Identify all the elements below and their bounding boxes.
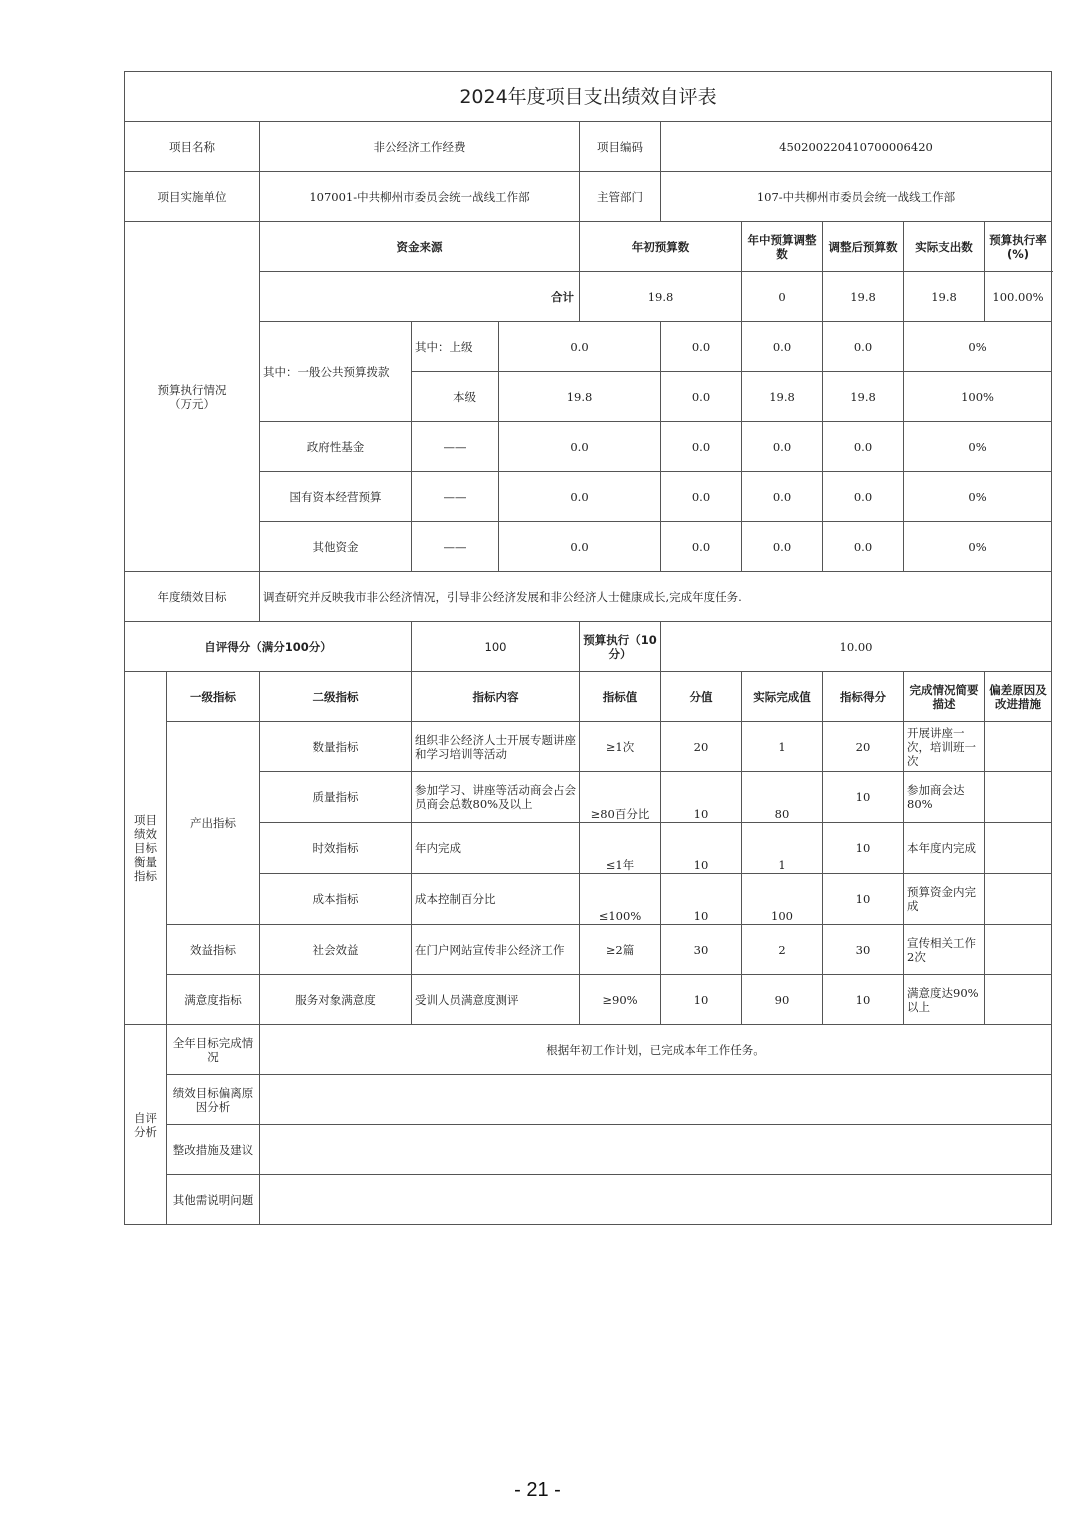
ind-row-content: 组织非公经济人士开展专题讲座和学习培训等活动 (412, 722, 580, 772)
budget-upper-rate: 0% (904, 322, 1052, 372)
budget-total-rate: 100.00% (985, 272, 1052, 322)
project-code-label: 项目编码 (580, 122, 661, 172)
project-name: 非公经济工作经费 (260, 122, 580, 172)
ind-row-target: ≥1次 (580, 722, 661, 772)
score-label: 自评得分（满分100分） (125, 622, 412, 672)
ind-row-score: 30 (823, 925, 904, 975)
ind-row-desc: 开展讲座一次，培训班一次 (904, 722, 985, 772)
budget-statecap-dash: —— (412, 472, 499, 522)
ind-row-actual: 1 (742, 823, 823, 874)
ind-row-desc: 宣传相关工作2次 (904, 925, 985, 975)
ind-row-weight: 20 (661, 722, 742, 772)
ind-row-level2: 时效指标 (260, 823, 412, 874)
goal-text: 调查研究并反映我市非公经济情况，引导非公经济发展和非公经济人士健康成长,完成年度任务. (260, 572, 1052, 622)
ind-row-target: ≥90% (580, 975, 661, 1025)
ind-row-deviation (985, 823, 1052, 874)
analysis-item-text (260, 1175, 1052, 1225)
ind-row-level2: 质量指标 (260, 772, 412, 823)
ind-row-desc: 参加商会达80% (904, 772, 985, 823)
budget-other-dash: —— (412, 522, 499, 572)
budget-header-adjust: 年中预算调整数 (742, 222, 823, 272)
ind-row-target: ≥80百分比 (580, 772, 661, 823)
budget-header-rate: 预算执行率(%) (985, 222, 1052, 272)
goal-label: 年度绩效目标 (125, 572, 260, 622)
ind-row-desc: 满意度达90%以上 (904, 975, 985, 1025)
ind-row-deviation (985, 925, 1052, 975)
indicators-section-label: 项目绩效目标衡量指标 (125, 672, 167, 1025)
ind-header-weight: 分值 (661, 672, 742, 722)
budget-upper-initial: 0.0 (499, 322, 661, 372)
budget-upper-adjusted: 0.0 (742, 322, 823, 372)
ind-row-actual: 1 (742, 722, 823, 772)
ind-header-deviation: 偏差原因及改进措施 (985, 672, 1052, 722)
analysis-section-label: 自评分析 (125, 1025, 167, 1225)
budget-total-adjust: 0 (742, 272, 823, 322)
ind-row-target: ≥2篇 (580, 925, 661, 975)
budget-statecap-label: 国有资本经营预算 (260, 472, 412, 522)
ind-header-level2: 二级指标 (260, 672, 412, 722)
budget-govfund-label: 政府性基金 (260, 422, 412, 472)
budget-govfund-adjust: 0.0 (661, 422, 742, 472)
ind-row-score: 10 (823, 823, 904, 874)
ind-header-content: 指标内容 (412, 672, 580, 722)
ind-row-score: 10 (823, 975, 904, 1025)
analysis-item-label: 全年目标完成情况 (167, 1025, 260, 1075)
budget-other-adjusted: 0.0 (742, 522, 823, 572)
ind-row-score: 10 (823, 772, 904, 823)
budget-total-actual: 19.8 (904, 272, 985, 322)
ind-row-desc: 本年度内完成 (904, 823, 985, 874)
ind-header-level1: 一级指标 (167, 672, 260, 722)
ind-row-score: 20 (823, 722, 904, 772)
ind-row-content: 成本控制百分比 (412, 874, 580, 925)
ind-row-weight: 10 (661, 772, 742, 823)
ind-row-target: ≤1年 (580, 823, 661, 874)
score-value: 100 (412, 622, 580, 672)
budget-upper-adjust: 0.0 (661, 322, 742, 372)
budget-upper-actual: 0.0 (823, 322, 904, 372)
ind-output-label: 产出指标 (167, 722, 260, 925)
ind-row-weight: 10 (661, 823, 742, 874)
project-name-label: 项目名称 (125, 122, 260, 172)
analysis-item-text (260, 1075, 1052, 1125)
ind-header-actual: 实际完成值 (742, 672, 823, 722)
ind-row-weight: 10 (661, 874, 742, 925)
ind-header-desc: 完成情况简要描述 (904, 672, 985, 722)
ind-header-score: 指标得分 (823, 672, 904, 722)
budget-other-label: 其他资金 (260, 522, 412, 572)
ind-row-level2: 成本指标 (260, 874, 412, 925)
ind-row-actual: 100 (742, 874, 823, 925)
analysis-item-label: 整改措施及建议 (167, 1125, 260, 1175)
ind-row-target: ≤100% (580, 874, 661, 925)
budget-upper-label: 其中：上级 (412, 322, 499, 372)
evaluation-sheet (124, 71, 1052, 1225)
ind-row-content: 参加学习、讲座等活动商会占会员商会总数80%及以上 (412, 772, 580, 823)
budget-statecap-adjust: 0.0 (661, 472, 742, 522)
ind-row-level2: 社会效益 (260, 925, 412, 975)
analysis-item-text (260, 1125, 1052, 1175)
ind-row-deviation (985, 874, 1052, 925)
dept-label: 主管部门 (580, 172, 661, 222)
budget-header-actual: 实际支出数 (904, 222, 985, 272)
budget-local-adjust: 0.0 (661, 372, 742, 422)
budget-other-adjust: 0.0 (661, 522, 742, 572)
budget-local-rate: 100% (904, 372, 1052, 422)
budget-statecap-actual: 0.0 (823, 472, 904, 522)
budget-total-initial: 19.8 (580, 272, 742, 322)
score-exec-value: 10.00 (661, 622, 1052, 672)
budget-total-adjusted: 19.8 (823, 272, 904, 322)
analysis-item-label: 其他需说明问题 (167, 1175, 260, 1225)
budget-header-source: 资金来源 (260, 222, 580, 272)
ind-benefit-label: 效益指标 (167, 925, 260, 975)
budget-header-adjusted: 调整后预算数 (823, 222, 904, 272)
budget-statecap-adjusted: 0.0 (742, 472, 823, 522)
ind-row-level2: 服务对象满意度 (260, 975, 412, 1025)
budget-statecap-initial: 0.0 (499, 472, 661, 522)
ind-row-score: 10 (823, 874, 904, 925)
budget-total-label: 合计 (260, 272, 580, 322)
ind-row-level2: 数量指标 (260, 722, 412, 772)
score-exec-label: 预算执行（10分） (580, 622, 661, 672)
budget-statecap-rate: 0% (904, 472, 1052, 522)
analysis-item-text: 根据年初工作计划，已完成本年工作任务。 (260, 1025, 1052, 1075)
unit-label: 项目实施单位 (125, 172, 260, 222)
budget-govfund-initial: 0.0 (499, 422, 661, 472)
budget-other-rate: 0% (904, 522, 1052, 572)
ind-header-target: 指标值 (580, 672, 661, 722)
ind-row-actual: 80 (742, 772, 823, 823)
ind-row-content: 年内完成 (412, 823, 580, 874)
ind-row-actual: 90 (742, 975, 823, 1025)
budget-section-label: 预算执行情况（万元） (125, 222, 260, 572)
unit-value: 107001-中共柳州市委员会统一战线工作部 (260, 172, 580, 222)
budget-govfund-dash: —— (412, 422, 499, 472)
budget-header-initial: 年初预算数 (580, 222, 742, 272)
evaluation-table (124, 71, 1052, 1225)
budget-other-initial: 0.0 (499, 522, 661, 572)
ind-row-actual: 2 (742, 925, 823, 975)
budget-local-adjusted: 19.8 (742, 372, 823, 422)
page-number: - 21 - (514, 1479, 561, 1501)
ind-row-desc: 预算资金内完成 (904, 874, 985, 925)
budget-govfund-rate: 0% (904, 422, 1052, 472)
ind-row-content: 受训人员满意度测评 (412, 975, 580, 1025)
budget-local-label: 本级 (412, 372, 499, 422)
ind-row-deviation (985, 975, 1052, 1025)
budget-general-label: 其中：一般公共预算拨款 (260, 322, 412, 422)
analysis-item-label: 绩效目标偏离原因分析 (167, 1075, 260, 1125)
ind-row-deviation (985, 722, 1052, 772)
table-title: 2024年度项目支出绩效自评表 (125, 72, 1052, 122)
dept-value: 107-中共柳州市委员会统一战线工作部 (661, 172, 1052, 222)
ind-row-weight: 10 (661, 975, 742, 1025)
budget-local-initial: 19.8 (499, 372, 661, 422)
ind-row-weight: 30 (661, 925, 742, 975)
project-code: 450200220410700006420 (661, 122, 1052, 172)
budget-govfund-adjusted: 0.0 (742, 422, 823, 472)
ind-row-content: 在门户网站宣传非公经济工作 (412, 925, 580, 975)
budget-govfund-actual: 0.0 (823, 422, 904, 472)
budget-local-actual: 19.8 (823, 372, 904, 422)
ind-satisfaction-label: 满意度指标 (167, 975, 260, 1025)
ind-row-deviation (985, 772, 1052, 823)
budget-other-actual: 0.0 (823, 522, 904, 572)
